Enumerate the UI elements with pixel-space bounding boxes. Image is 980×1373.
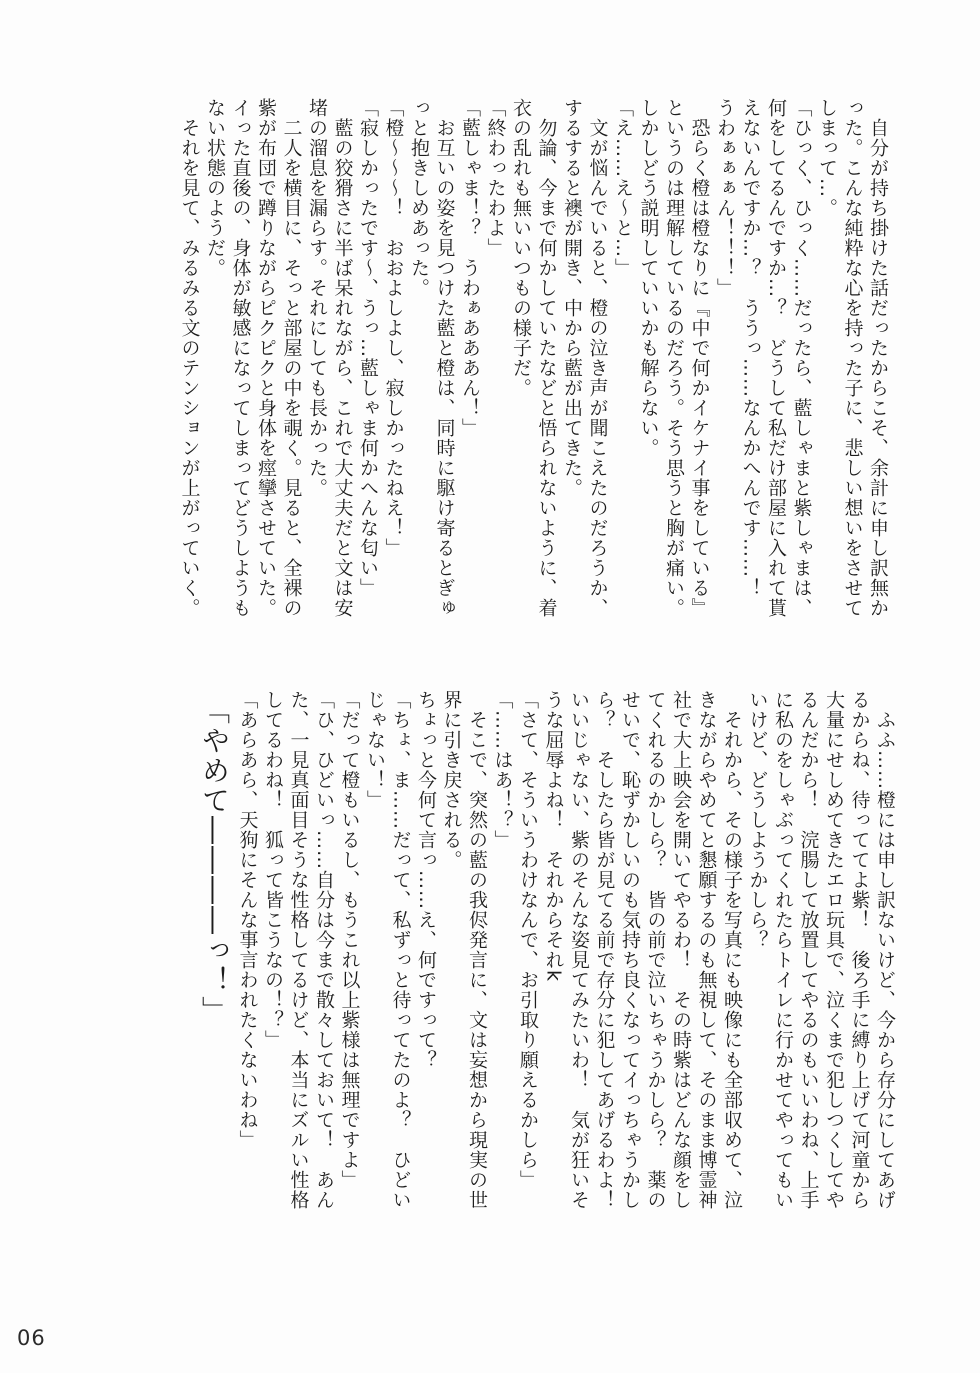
text-line: えないんですか…？ ううっ……なんかへんです……！ [739,98,762,598]
text-line: るんだから！ 浣腸して放置してやるのもいいわね、上手 [797,690,820,1210]
text-line: 「さて、そういうわけなんで、お引取り願えるかしら」 [517,690,539,1190]
text-line: 「橙～～～！ おおよしよし、寂しかったねえ！」 [382,98,405,558]
text-line: った。こんな純粋な心を持った子に、悲しい想いをさせて [841,98,864,618]
text-line: 「ひ、ひどいっ……自分は今まで散々しておいて！ あん [313,690,335,1210]
text-line: じゃない！」 [364,690,386,810]
text-line: いいじゃない、紫のそんな姿見てみたいわ！ 気が狂いそ [568,690,590,1210]
text-line: 文が悩んでいると、橙の泣き声が聞こえたのだろうか、 [586,98,609,618]
text-line: 堵の溜息を漏らす。それにしても長かった。 [306,98,328,498]
text-line: そこで、突然の藍の我侭発言に、文は妄想から現実の世 [466,690,488,1210]
text-line: 自分が持ち掛けた話だったからこそ、余計に申し訳無か [867,98,889,618]
text-line: 何をしてるんですか…？ どうして私だけ部屋に入れて貰 [765,98,787,618]
vertical-text-block-top [176,98,890,650]
text-line: というのは理解しているのだろう。そう思うと胸が痛い。 [663,98,685,618]
text-line: いけど、どうしようかしら？ [746,690,769,950]
text-line: 恐らく橙は橙なりに『中で何かイケナイ事をしている』 [688,98,711,618]
text-line: 「あらあら、天狗にそんな事言われたくないわね」 [236,690,259,1150]
text-line: 「ちょ、ま……だって、私ずっと待ってたのよ？ ひどい [389,690,412,1210]
text-line: それを見て、みるみる文のテンションが上がっていく。 [178,98,201,618]
text-line: 「終わったわよ」 [484,98,507,258]
text-line: た、一見真面目そうな性格してるけど、本当にズルい性格 [287,690,310,1210]
text-line: するすると襖が開き、中から藍が出てきた。 [561,98,583,498]
text-line: 社で大上映会を開いてやるわ！ その時紫はどんな顔をし [670,690,692,1210]
text-line: に私のをしゃぶってくれたらトイレに行かせてやってもい [772,690,794,1210]
text-line: ふふ……橙には申し訳ないけど、今から存分にしてあげ [874,690,896,1210]
text-line: きながらやめてと懇願するのも無視して、そのまま博霊神 [695,690,718,1210]
text-line: イった直後の、身体が敏感になってしまってどうしようも [229,98,252,618]
text-line: 衣の乱れも無いいつもの様子だ。 [510,98,532,398]
page-number: 06 [17,1326,46,1350]
text-line: 「だって橙もいるし、もうこれ以上紫様は無理ですよ」 [338,690,361,1190]
bottom-text-columns [234,690,897,1268]
text-line: してるわね！ 狐って皆こうなの！？」 [262,690,284,1050]
text-line: 界に引き戻される。 [440,690,463,870]
text-line: 「寂しかったです～、うっ…藍しゃま何かへんな匂い」 [357,98,379,598]
text-line: っと抱きしめあった。 [408,98,430,298]
vertical-text-block-bottom [194,690,897,1268]
text-line: せいで、恥ずかしいのも気持ち良くなってイっちゃうかし [619,690,641,1210]
text-line: 紫が布団で蹲りながらピクピクと身体を痙攣させていた。 [255,98,277,618]
text-line: ら？ そしたら皆が見てる前で存分に犯してあげるわよ！ [593,690,616,1210]
text-line: それから、その様子を写真にも映像にも全部収めて、泣 [721,690,743,1210]
text-line: 「ひっく、ひっく……だったら、藍しゃまと紫しゃまは、 [790,98,813,618]
text-line: ちょっと今何て言っ……え、何ですって？ [415,690,437,1070]
text-line: 「……はあ！？」 [491,690,514,850]
text-line: うな屈辱よね！ それからそれk [542,690,565,983]
text-line: 藍の狡猾さに半ば呆れながら、これで大丈夫だと文は安 [331,98,354,618]
text-line: 大量にせしめてきたエロ玩具で、泣くまで犯しつくしてや [823,690,845,1210]
text-line: 「藍しゃま！？ うわぁあああん！」 [459,98,481,438]
text-line: ない状態のようだ。 [204,98,226,278]
text-line: しまって…。 [816,98,838,218]
text-line: てくれるのかしら？ 皆の前で泣いちゃうかしら？ 薬の [644,690,667,1210]
text-line: うわぁぁぁん！！！」 [714,98,736,298]
text-line: しかしどう説明していいかも解らない。 [637,98,660,458]
text-line: 「え……え～と…」 [612,98,634,278]
text-line: お互いの姿を見つけた藍と橙は、同時に駆け寄るとぎゅ [433,98,456,618]
text-line: 二人を横目に、そっと部屋の中を覗く。見ると、全裸の [280,98,303,618]
text-line: 勿論、今まで何かしていたなどと悟られないように、着 [535,98,558,618]
text-line: るからね、待っててよ紫！ 後ろ手に縛り上げて河童から [848,690,871,1210]
emphasized-scream-line: 「やめて――――っ！」 [198,696,231,1026]
